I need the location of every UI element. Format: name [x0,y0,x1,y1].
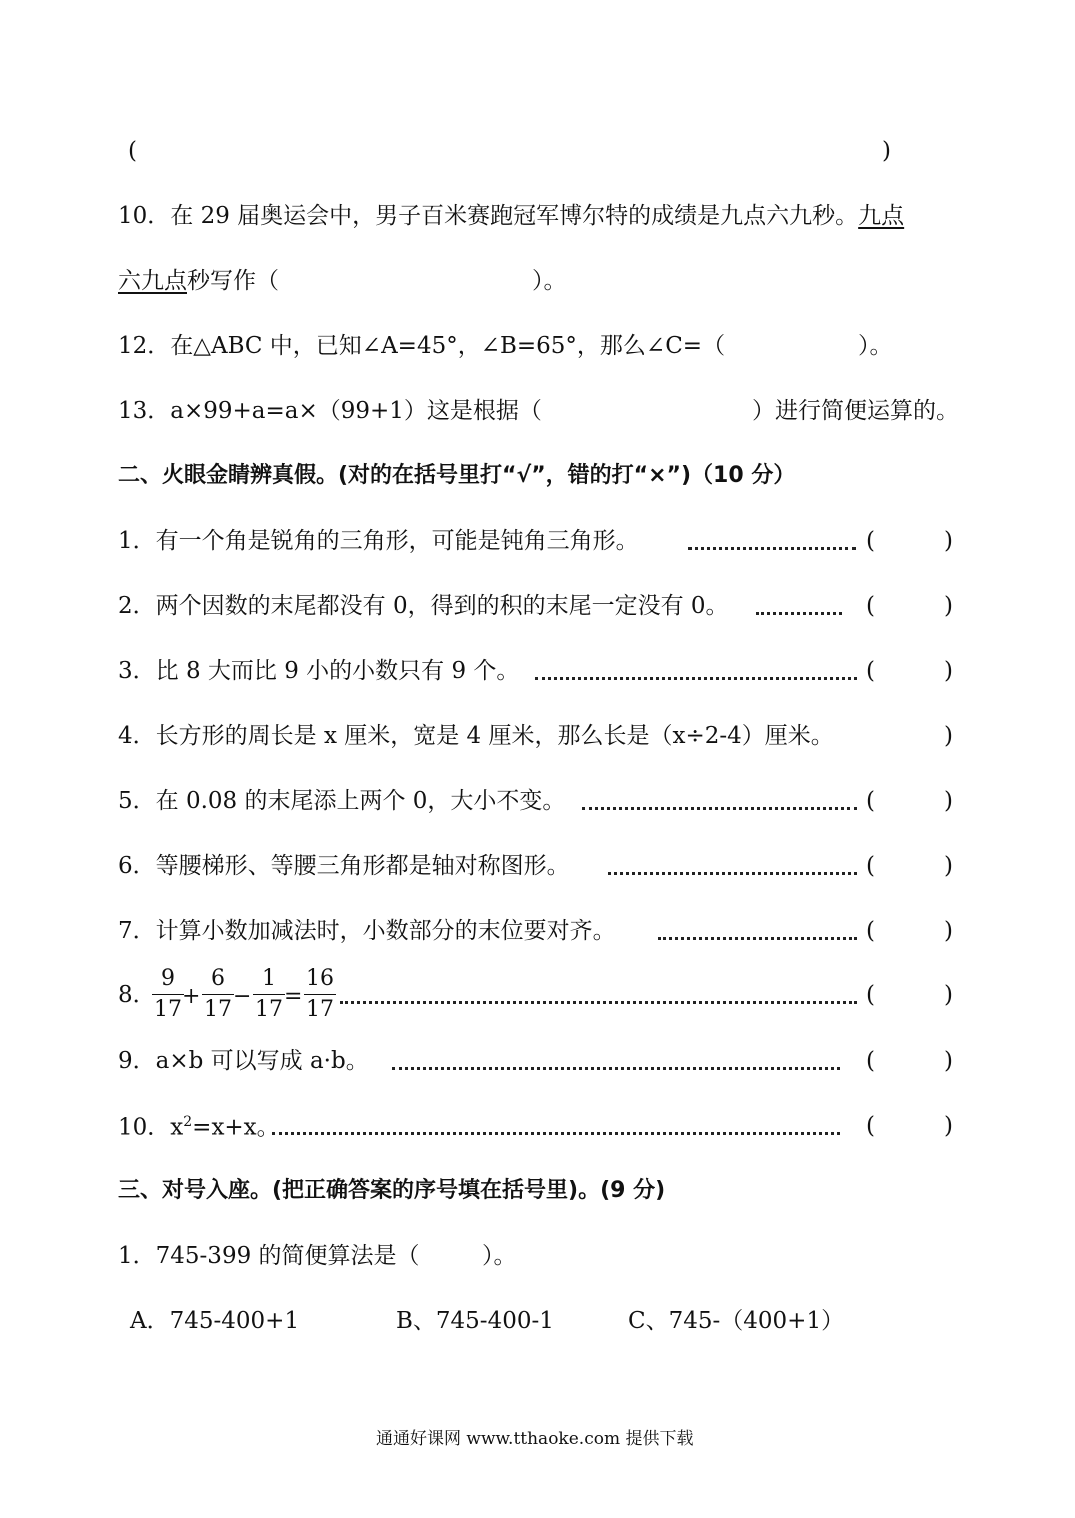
section-2-heading: 二、火眼金睛辨真假。(对的在括号里打“√”，错的打“×”)（10 分） [118,463,796,488]
tf-item-10 [118,1115,280,1140]
question-13-text: 13．a×99+a=a×（99+1）这是根据（ [118,398,542,424]
tf-item-9: 9．a×b 可以写成 a·b。 [118,1048,369,1074]
leader-dots [272,1132,840,1135]
question-10-text: 10．在 29 届奥运会中，男子百米赛跑冠军博尔特的成绩是九点六九秒。 [118,203,859,229]
plus-sign: + [182,984,201,1009]
answer-open: ( [866,788,875,814]
fraction-4-denominator: 17 [306,997,334,1022]
question-13-close: ）进行简便运算的。 [752,398,959,424]
question-10-line2 [118,270,279,293]
answer-close: ) [944,853,953,879]
answer-close: ) [944,528,953,554]
fraction-1-numerator: 9 [161,966,175,991]
answer-open: ( [866,853,875,879]
open-bracket: ( [128,138,137,164]
leader-dots [756,612,842,615]
fraction-3-denominator: 17 [255,997,283,1022]
answer-close: ) [944,1048,953,1074]
tf-item-3: 3．比 8 大而比 9 小的小数只有 9 个。 [118,658,520,684]
minus-sign: − [233,984,252,1009]
fraction-4 [304,968,336,1021]
leader-dots [582,807,857,810]
mc-option-b: B、745-400-1 [396,1308,554,1334]
page-footer: 通通好课网 www.tthaoke.com 提供下载 [376,1429,694,1449]
tf-item-5: 5．在 0.08 的末尾添上两个 0，大小不变。 [118,788,566,814]
leader-dots [658,937,857,940]
tf-item-10-exponent: 2 [183,1114,193,1130]
tf-item-8-number: 8． [118,982,156,1008]
answer-open: ( [866,982,875,1008]
tf-item-4: 4．长方形的周长是 x 厘米，宽是 4 厘米，那么长是（x÷2-4）厘米。 [118,723,834,749]
question-12-close: ）。 [858,333,893,359]
answer-close: ) [944,593,953,619]
answer-close: ) [944,1113,953,1139]
answer-close: ) [944,982,953,1008]
equals-sign: = [284,984,303,1009]
answer-open: ( [866,593,875,619]
section-3-heading: 三、对号入座。(把正确答案的序号填在括号里)。(9 分) [118,1178,666,1203]
answer-open: ( [866,528,875,554]
mc-question-1-close: ）。 [482,1243,517,1269]
question-10-close: ）。 [532,268,567,294]
question-10-underlined-b: 六九点 [118,268,187,294]
fraction-3 [253,968,285,1021]
answer-close: ) [944,788,953,814]
tf-item-10-rest: =x+x。 [192,1114,280,1141]
leader-dots [340,1001,857,1004]
question-10-underlined-a: 九点 [858,203,905,229]
answer-open: ( [866,658,875,684]
tf-item-2: 2．两个因数的末尾都没有 0，得到的积的末尾一定没有 0。 [118,593,729,619]
question-12-text: 12．在△ABC 中，已知∠A=45°，∠B=65°，那么∠C=（ [118,333,726,359]
mc-question-1: 1．745-399 的简便算法是（ [118,1243,420,1269]
tf-item-10-base: 10．x [118,1114,184,1141]
fraction-2-denominator: 17 [204,997,232,1022]
answer-open: ( [866,1113,875,1139]
question-10-line1 [118,205,904,228]
answer-close: ) [944,723,953,749]
fraction-1 [152,968,184,1021]
leader-dots [535,677,857,680]
tf-item-1: 1．有一个角是锐角的三角形，可能是钝角三角形。 [118,528,639,554]
mc-option-a: A．745-400+1 [130,1308,300,1334]
leader-dots [392,1067,840,1070]
fraction-4-numerator: 16 [306,966,334,991]
question-10-prompt: 秒写作（ [187,268,279,294]
tf-item-7: 7．计算小数加减法时，小数部分的末位要对齐。 [118,918,616,944]
close-bracket: ) [882,138,891,164]
answer-close: ) [944,918,953,944]
fraction-2-numerator: 6 [211,966,225,991]
fraction-1-denominator: 17 [154,997,182,1022]
answer-open: ( [866,918,875,944]
mc-option-c: C、745-（400+1） [628,1308,845,1334]
leader-dots [608,872,857,875]
answer-open: ( [866,1048,875,1074]
answer-close: ) [944,658,953,684]
tf-item-6: 6．等腰梯形、等腰三角形都是轴对称图形。 [118,853,570,879]
leader-dots [688,547,856,550]
fraction-2 [202,968,234,1021]
fraction-3-numerator: 1 [262,966,276,991]
